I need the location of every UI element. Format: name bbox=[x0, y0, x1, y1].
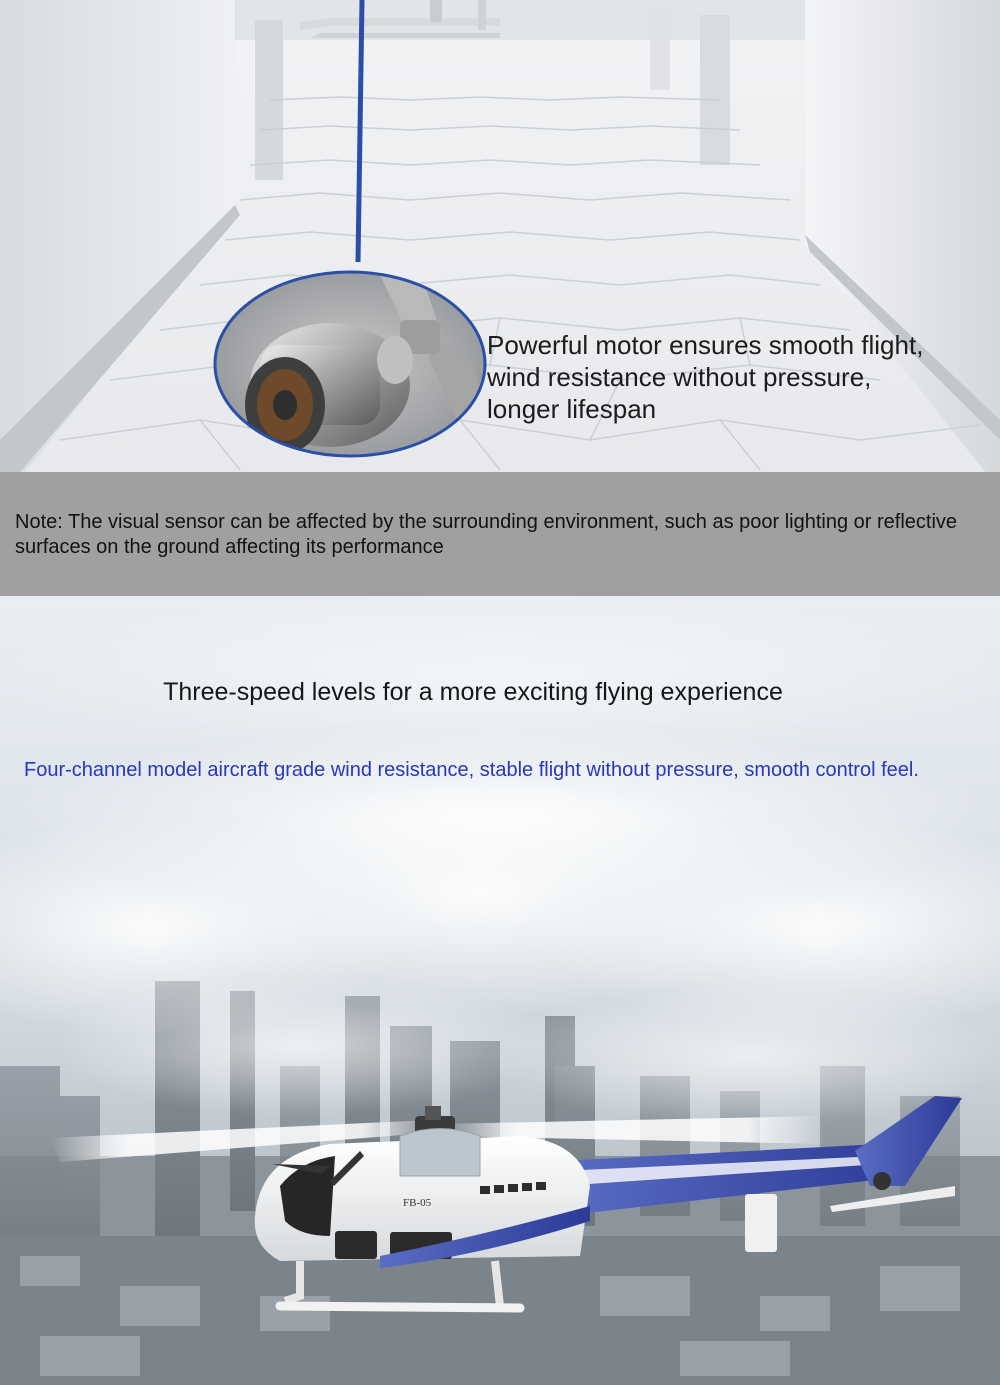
sensor-note-text: Note: The visual sensor can be affected by the surrounding environment, such as poor lighting or reflective surfaces on the ground affecting its performance bbox=[15, 511, 958, 558]
motor-caption-line-3: longer lifespan bbox=[487, 394, 657, 424]
model-label: FB-05 bbox=[403, 1197, 432, 1209]
motor-caption bbox=[487, 329, 992, 425]
motor-caption-line-2: wind resistance without pressure, bbox=[487, 362, 872, 392]
flight-feature-section bbox=[0, 596, 1000, 1385]
motor-caption-line-1: Powerful motor ensures smooth flight, bbox=[487, 330, 924, 360]
sky-city-illustration bbox=[0, 596, 1000, 1385]
sensor-note-band bbox=[0, 472, 1000, 596]
flight-section-subtitle: Four-channel model aircraft grade wind resistance, stable flight without pressure, smooth control feel. bbox=[24, 759, 919, 781]
flight-section-title: Three-speed levels for a more exciting flying experience bbox=[163, 678, 783, 706]
cloud-layer bbox=[0, 596, 1000, 1126]
motor-feature-section bbox=[0, 0, 1000, 472]
